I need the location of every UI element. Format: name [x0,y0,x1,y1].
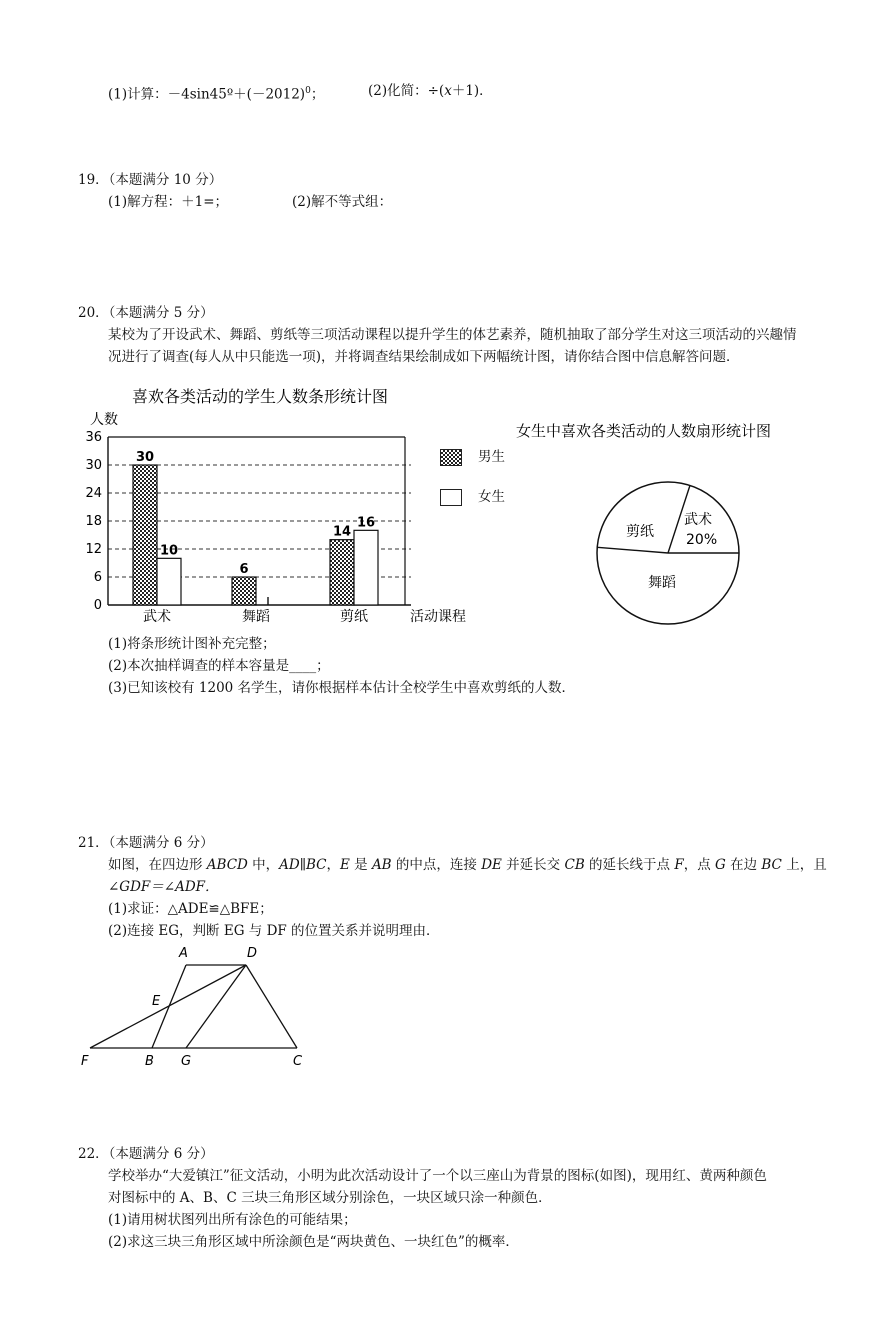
bar-chart-xlabel: 活动课程 [410,609,466,625]
q21-txt-d: 是 [349,857,372,873]
q18-part2-end: ＋1)． [451,83,493,99]
label-A: A [179,946,188,961]
q21-txt-f: 并延长交 [501,857,565,873]
data-label: 30 [135,450,155,465]
q21-intro-line2: ∠GDF＝∠ADF． [108,879,219,895]
data-label: 16 [356,515,376,531]
pie-label-jianzhi: 剪纸 [626,524,654,540]
data-label: 10 [159,543,179,559]
pie-divider-left [597,547,668,553]
q21-ab: AB [371,857,392,873]
segment-DC [246,965,297,1048]
label-C: C [293,1054,303,1069]
y-tick-label: 18 [85,514,102,529]
q22-intro-line2: 对图标中的 A、B、C 三块三角形区域分别涂色，一块区域只涂一种颜色． [108,1190,552,1206]
segment-FD [90,965,246,1048]
q19-header: 19．（本题满分 10 分） [78,172,223,188]
bar-male [133,465,157,605]
q19-part2: (2)解不等式组： [292,194,393,210]
q22-header: 22．（本题满分 6 分） [78,1146,214,1162]
q20-part2: (2)本次抽样调查的样本容量是____； [108,658,330,674]
q21-txt-c: ， [326,857,340,873]
q21-intro-line1 [108,856,827,874]
y-tick-label: 12 [85,542,102,557]
q18-part2 [368,82,493,100]
q21-adbc: AD∥BC [279,857,327,873]
q21-cb: CB [564,857,585,873]
legend-female-label: 女生 [478,489,505,505]
x-tick-label: 剪纸 [340,609,368,625]
label-F: F [81,1054,89,1069]
data-label: 14 [332,524,352,540]
q21-txt-a: 如图，在四边形 [108,857,207,873]
q21-txt-j: 上，且 [781,857,827,873]
bar-male [330,540,354,605]
q21-g: G [715,857,726,873]
q20-intro-line1: 某校为了开设武术、舞蹈、剪纸等三项活动课程以提升学生的体艺素养，随机抽取了部分学生对这三项活动的兴趣情 [108,327,797,343]
geometry-figure [75,942,315,1072]
q18-part2-text: (2)化简：÷( [368,83,445,99]
legend-male [440,449,462,466]
label-B: B [145,1054,154,1069]
legend-female [440,489,462,506]
q20-part3: (3)已知该校有 1200 名学生，请你根据样本估计全校学生中喜欢剪纸的人数． [108,680,576,696]
q18-part1-exponent: 0 [305,86,311,96]
bar-chart-title: 喜欢各类活动的学生人数条形统计图 [132,387,389,406]
q21-de: DE [481,857,502,873]
q21-txt-i: 在边 [725,857,762,873]
pie-chart [510,412,830,632]
q21-part1: (1)求证：△ADE≌△BFE； [108,901,273,917]
bar-female [354,530,378,605]
x-tick-label: 舞蹈 [242,609,270,625]
y-tick-label: 24 [85,486,102,501]
q18-part1-text: (1)计算：－4sin45º＋(－2012) [108,86,306,103]
q19-part1: (1)解方程：＋1=； [108,194,229,210]
q22-part1: (1)请用树状图列出所有涂色的可能结果； [108,1212,357,1228]
pie-label-wushu-pct: 20% [686,532,718,548]
q20-header: 20．（本题满分 5 分） [78,305,214,321]
q18-part1 [108,82,324,104]
y-tick-label: 30 [85,458,102,473]
pie-label-wushu: 武术 [684,512,712,528]
q21-txt-e: 的中点，连接 [391,857,482,873]
label-E: E [152,994,161,1009]
q21-f: F [674,857,684,873]
q21-header: 21．（本题满分 6 分） [78,835,214,851]
q18-part1-end: ； [310,86,325,103]
bar-male [232,577,256,605]
q21-e: E [339,857,350,873]
bar-female [157,558,181,605]
q22-intro-line1: 学校举办“大爱镇江”征文活动，小明为此次活动设计了一个以三座山为背景的图标(如图)，现用红、黄两种颜色 [108,1168,767,1184]
data-label: 6 [239,562,249,577]
label-D: D [247,946,258,961]
bar-chart-ylabel: 人数 [90,412,118,428]
y-tick-label: 36 [85,430,102,445]
pie-chart-title: 女生中喜欢各类活动的人数扇形统计图 [516,422,772,440]
q20-part1: (1)将条形统计图补充完整； [108,636,276,652]
bar-chart [70,380,490,630]
legend-male-label: 男生 [478,449,505,465]
x-tick-label: 武术 [143,609,171,625]
y-tick-label: 0 [93,598,102,613]
label-G: G [181,1054,192,1069]
q22-part2: (2)求这三块三角形区域中所涂颜色是“两块黄色、一块红色”的概率． [108,1234,519,1250]
q18-part2-var: x [444,83,452,99]
q20-intro-line2: 况进行了调查(每人从中只能选一项)，并将调查结果绘制成如下两幅统计图，请你结合图中信息解答问题． [108,349,740,365]
y-tick-label: 6 [93,570,102,585]
q21-txt-b: 中， [247,857,280,873]
q21-abcd: ABCD [206,857,248,873]
pie-label-wudao: 舞蹈 [648,575,676,591]
segment-GD [186,965,246,1048]
q21-txt-h: ，点 [683,857,715,873]
q21-txt-g: 的延长线于点 [584,857,675,873]
q21-part2: (2)连接 EG，判断 EG 与 DF 的位置关系并说明理由． [108,923,440,939]
q21-bc: BC [761,857,782,873]
